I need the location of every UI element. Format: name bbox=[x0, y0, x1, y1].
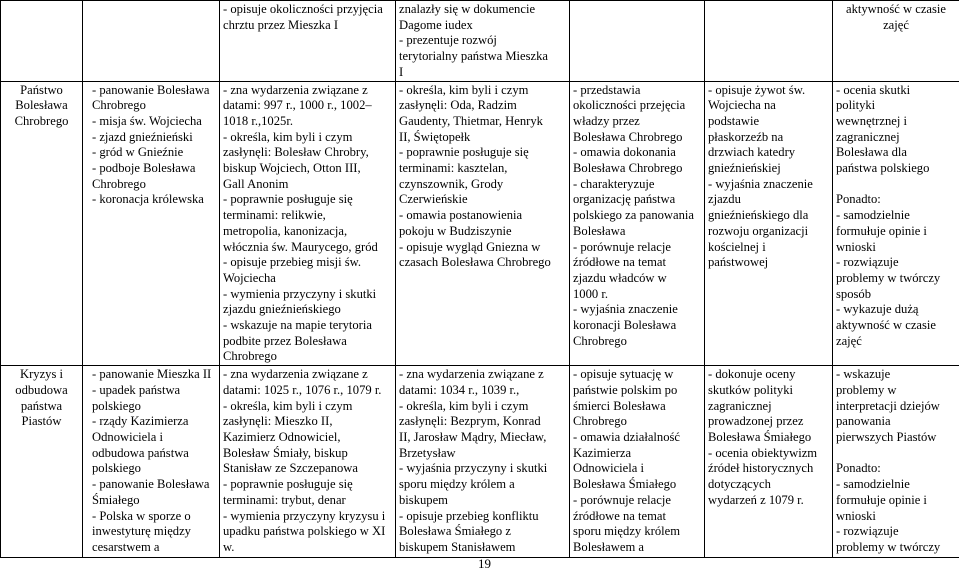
cell-line: polskiego bbox=[92, 461, 141, 476]
page-number: 19 bbox=[478, 556, 491, 571]
cell-requirements-excellent bbox=[833, 81, 959, 366]
table-row bbox=[1, 81, 959, 366]
cell-line: Kryzys i bbox=[19, 367, 64, 382]
cell-topic bbox=[1, 366, 83, 558]
cell-line: Bolesław Śmiały, biskup bbox=[223, 445, 348, 460]
cell-line: - samodzielnie bbox=[836, 208, 910, 223]
cell-line: problemy w twórczy bbox=[836, 539, 941, 554]
cell-line: formułuje opinie i bbox=[836, 223, 927, 238]
cell-line: - opisuje wygląd Gniezna w bbox=[399, 239, 541, 254]
cell-line: zjazdu gnieźnieńskiego bbox=[223, 302, 341, 317]
cell-line: państwie polskim po bbox=[573, 382, 678, 397]
cell-line: Bolesława bbox=[15, 98, 68, 113]
cell-line: - panowanie Bolesława bbox=[92, 477, 210, 492]
cell-requirements-basic bbox=[220, 366, 396, 558]
cell-content bbox=[83, 1, 220, 82]
cell-line: Ponadto: bbox=[836, 461, 881, 476]
cell-line: sporu między królem bbox=[573, 524, 681, 539]
cell-line: biskupem bbox=[399, 492, 448, 507]
cell-line: I bbox=[399, 64, 404, 79]
table-row-continuation bbox=[1, 1, 959, 82]
cell-line: - określa, kim byli i czym bbox=[223, 129, 353, 144]
cell-line: Gall Anonim bbox=[223, 176, 289, 191]
cell-line: zasłynęli: Mieszko II, bbox=[223, 414, 333, 429]
cell-line: okoliczności przejęcia bbox=[573, 98, 686, 113]
cell-line: Śmiałego bbox=[92, 492, 140, 507]
cell-line: metropolia, kanonizacja, bbox=[223, 223, 348, 238]
cell-line: źródłowe na temat bbox=[573, 508, 667, 523]
cell-line: chrztu przez Mieszka I bbox=[223, 17, 339, 32]
cell-line: Wojciecha na bbox=[708, 98, 776, 113]
cell-line: - panowanie Bolesława bbox=[92, 82, 210, 97]
cell-requirements-extended bbox=[396, 1, 570, 82]
cell-line: biskup Wojciech, Otton III, bbox=[223, 161, 361, 176]
cell-line: rozwoju organizacji bbox=[708, 223, 809, 238]
table-row bbox=[1, 366, 959, 558]
cell-line: - dokonuje oceny bbox=[708, 367, 796, 382]
cell-line: Wojciecha bbox=[223, 270, 276, 285]
cell-line: sposób bbox=[836, 286, 871, 301]
cell-line: państwa bbox=[20, 398, 63, 413]
cell-line: sporu między królem a bbox=[399, 477, 515, 492]
cell-line: Dagome iudex bbox=[399, 17, 473, 32]
cell-line: - Polska w sporze o bbox=[92, 508, 191, 523]
cell-line: państwowej bbox=[708, 255, 769, 270]
cell-line: zasłynęli: Bezprym, Konrad bbox=[399, 414, 541, 429]
cell-line: śmierci Bolesława bbox=[573, 398, 666, 413]
cell-line: koronacji Bolesława bbox=[573, 318, 677, 333]
cell-line: czynszownik, Grody bbox=[399, 176, 504, 191]
cell-line: odbudowa państwa bbox=[92, 445, 189, 460]
cell-line: Kazimierza bbox=[573, 445, 632, 460]
cell-line: datami: 997 r., 1000 r., 1002– bbox=[223, 98, 372, 113]
cell-line: - gród w Gnieźnie bbox=[92, 145, 184, 160]
cell-line: - panowanie Mieszka II bbox=[92, 367, 212, 382]
cell-line: Stanisław ze Szczepanowa bbox=[223, 461, 358, 476]
cell-line: źródłowe na temat bbox=[573, 255, 667, 270]
cell-line: - rządy Kazimierza bbox=[92, 414, 189, 429]
cell-line: terminami: kasztelan, bbox=[399, 161, 508, 176]
cell-line: terminami: trybut, denar bbox=[223, 492, 346, 507]
cell-line: Chrobrego bbox=[92, 98, 146, 113]
cell-line: źródeł historycznych bbox=[708, 461, 814, 476]
cell-line: - wskazuje bbox=[836, 367, 891, 382]
cell-line: Ponadto: bbox=[836, 192, 881, 207]
cell-line: pokoju w Budziszynie bbox=[399, 223, 512, 238]
cell-line: upadku państwa polskiego w XI bbox=[223, 524, 386, 539]
cell-line: aktywność w czasie bbox=[845, 2, 946, 16]
cell-line: II, Jarosław Mądry, Miecław, bbox=[399, 429, 547, 444]
cell-line: władzy przez bbox=[573, 113, 640, 128]
cell-line: Bolesława Śmiałego bbox=[573, 477, 677, 492]
cell-line: - samodzielnie bbox=[836, 477, 910, 492]
cell-line: zagranicznej bbox=[836, 129, 900, 144]
cell-line: Czerwieńskie bbox=[399, 192, 468, 207]
cell-line: odbudowa bbox=[15, 382, 68, 397]
cell-line: - omawia działalność bbox=[573, 429, 681, 444]
cell-line: Chrobrego bbox=[573, 414, 627, 429]
cell-line: - zna wydarzenia związane z bbox=[399, 367, 544, 382]
cell-content bbox=[83, 81, 220, 366]
cell-line: - porównuje relacje bbox=[573, 492, 671, 507]
cell-line: - omawia postanowienia bbox=[399, 208, 523, 223]
cell-line: - rozwiązuje bbox=[836, 255, 899, 270]
cell-line: - porównuje relacje bbox=[573, 239, 671, 254]
cell-requirements-excellent bbox=[833, 366, 959, 558]
cell-requirements-full bbox=[705, 366, 833, 558]
cell-line: - ocenia skutki bbox=[836, 82, 911, 97]
cell-line: drzwiach katedry bbox=[708, 145, 796, 160]
cell-requirements-advanced bbox=[570, 366, 705, 558]
cell-line: zasłynęli: Bolesław Chrobry, bbox=[223, 145, 369, 160]
cell-line: Chrobrego bbox=[14, 113, 69, 128]
cell-line: - zjazd gnieźnieński bbox=[92, 129, 193, 144]
cell-line: - określa, kim byli i czym bbox=[399, 82, 529, 97]
cell-line: zajęć bbox=[836, 333, 862, 348]
cell-line: Chrobrego bbox=[92, 176, 146, 191]
cell-line: - poprawnie posługuje się bbox=[399, 145, 529, 160]
cell-requirements-advanced bbox=[570, 81, 705, 366]
cell-line: Bolesława dla bbox=[836, 145, 907, 160]
cell-line: Odnowiciela i bbox=[573, 461, 644, 476]
cell-line: skutków polityki bbox=[708, 382, 794, 397]
cell-line: wydarzeń z 1079 r. bbox=[708, 492, 804, 507]
cell-line: znalazły się w dokumencie bbox=[399, 2, 536, 16]
cell-line: wewnętrznej i bbox=[836, 113, 907, 128]
cell-line: Bolesława Śmiałego z bbox=[399, 524, 511, 539]
cell-line: Bolesława Chrobrego bbox=[573, 129, 683, 144]
cell-topic bbox=[1, 81, 83, 366]
cell-line: - prezentuje rozwój bbox=[399, 33, 497, 48]
cell-line: terytorialny państwa Mieszka bbox=[399, 49, 548, 64]
cell-line: - określa, kim byli i czym bbox=[223, 398, 353, 413]
cell-line: 1018 r.,1025r. bbox=[223, 113, 293, 128]
cell-line: II, Świętopełk bbox=[399, 129, 471, 144]
cell-line: włócznia św. Maurycego, gród bbox=[223, 239, 378, 254]
cell-line: - opisuje żywot św. bbox=[708, 82, 806, 97]
cell-line: aktywność w czasie bbox=[836, 318, 937, 333]
cell-line: - koronacja królewska bbox=[92, 192, 204, 207]
cell-line: - ocenia obiektywizm bbox=[708, 445, 818, 460]
cell-line: - opisuje sytuację w bbox=[573, 367, 674, 382]
cell-requirements-basic bbox=[220, 1, 396, 82]
cell-requirements-excellent bbox=[833, 1, 959, 82]
cell-line: - rozwiązuje bbox=[836, 524, 899, 539]
cell-requirements-full bbox=[705, 81, 833, 366]
cell-requirements-full bbox=[705, 1, 833, 82]
cell-line: inwestyturę między bbox=[92, 524, 191, 539]
cell-line: Bolesława bbox=[573, 223, 626, 238]
cell-line: - przedstawia bbox=[573, 82, 641, 97]
cell-line: - podboje Bolesława bbox=[92, 161, 196, 176]
cell-line: datami: 1034 r., 1039 r., bbox=[399, 382, 520, 397]
cell-line: - poprawnie posługuje się bbox=[223, 477, 353, 492]
cell-line: - wymienia przyczyny kryzysu i bbox=[223, 508, 386, 523]
cell-line: - wykazuje dużą bbox=[836, 302, 919, 317]
cell-line: - wyjaśnia przyczyny i skutki bbox=[399, 461, 548, 476]
cell-line: Piastów bbox=[21, 414, 62, 429]
cell-line: problemy w twórczy bbox=[836, 270, 941, 285]
cell-line: wnioski bbox=[836, 508, 876, 523]
cell-line: wnioski bbox=[836, 239, 876, 254]
cell-line: organizację państwa bbox=[573, 192, 676, 207]
cell-topic bbox=[1, 1, 83, 82]
cell-content bbox=[83, 366, 220, 558]
cell-line: polskiego za panowania bbox=[573, 208, 694, 223]
cell-line: Chrobrego bbox=[573, 333, 627, 348]
cell-requirements-basic bbox=[220, 81, 396, 366]
cell-line: - upadek państwa bbox=[92, 382, 181, 397]
cell-line: podstawie bbox=[708, 113, 760, 128]
cell-line: dotyczących bbox=[708, 477, 771, 492]
cell-line: - omawia dokonania bbox=[573, 145, 676, 160]
cell-requirements-advanced bbox=[570, 1, 705, 82]
cell-line: gnieźnieńskiego dla bbox=[708, 208, 809, 223]
cell-line: 1000 r. bbox=[573, 286, 608, 301]
cell-line: datami: 1025 r., 1076 r., 1079 r. bbox=[223, 382, 382, 397]
cell-line: - opisuje okoliczności przyjęcia bbox=[223, 2, 383, 16]
cell-line bbox=[836, 177, 956, 193]
cell-line: - wyjaśnia znaczenie bbox=[573, 302, 678, 317]
cell-line bbox=[836, 446, 956, 462]
cell-line: terminami: relikwie, bbox=[223, 208, 326, 223]
cell-line: płaskorzeźb na bbox=[708, 129, 784, 144]
cell-line: Gaudenty, Thietmar, Henryk bbox=[399, 113, 543, 128]
cell-line: - wymienia przyczyny i skutki bbox=[223, 286, 377, 301]
cell-line: biskupem Stanisławem bbox=[399, 539, 516, 554]
cell-line: Bolesławem a bbox=[573, 539, 644, 554]
cell-line: interpretacji dziejów bbox=[836, 398, 940, 413]
cell-line: formułuje opinie i bbox=[836, 492, 927, 507]
cell-line: problemy w bbox=[836, 382, 897, 397]
cell-line: cesarstwem a bbox=[92, 539, 160, 554]
cell-line: Odnowiciela i bbox=[92, 429, 163, 444]
cell-line: - opisuje przebieg misji św. bbox=[223, 255, 362, 270]
cell-line: kościelnej i bbox=[708, 239, 766, 254]
cell-line: Bolesława Śmiałego bbox=[708, 429, 812, 444]
cell-line: - misja św. Wojciecha bbox=[92, 113, 202, 128]
cell-line: zajęć bbox=[883, 17, 909, 32]
cell-line: czasach Bolesława Chrobrego bbox=[399, 255, 551, 270]
cell-line: państwa polskiego bbox=[836, 161, 930, 176]
cell-line: - zna wydarzenia związane z bbox=[223, 367, 368, 382]
cell-line: - wskazuje na mapie terytoria bbox=[223, 318, 372, 333]
cell-requirements-extended bbox=[396, 366, 570, 558]
cell-line: - określa, kim byli i czym bbox=[399, 398, 529, 413]
cell-line: zagranicznej bbox=[708, 398, 772, 413]
cell-line: zjazdu władców w bbox=[573, 270, 667, 285]
cell-line: Państwo bbox=[20, 82, 63, 97]
cell-line: polskiego bbox=[92, 398, 141, 413]
cell-line: - opisuje przebieg konfliktu bbox=[399, 508, 539, 523]
cell-line: polityki bbox=[836, 98, 876, 113]
cell-line: - poprawnie posługuje się bbox=[223, 192, 353, 207]
cell-line: zasłynęli: Oda, Radzim bbox=[399, 98, 517, 113]
cell-line: podbite przez Bolesława bbox=[223, 333, 347, 348]
cell-line: - zna wydarzenia związane z bbox=[223, 82, 368, 97]
cell-line: Chrobrego bbox=[223, 349, 277, 364]
cell-line: gnieźnieńskiej bbox=[708, 161, 781, 176]
cell-line: pierwszych Piastów bbox=[836, 429, 937, 444]
cell-requirements-extended bbox=[396, 81, 570, 366]
cell-line: Bolesława Chrobrego bbox=[573, 161, 683, 176]
cell-line: - charakteryzuje bbox=[573, 176, 655, 191]
cell-line: w. bbox=[223, 539, 235, 554]
cell-line: - wyjaśnia znaczenie bbox=[708, 176, 813, 191]
cell-line: Kazimierz Odnowiciel, bbox=[223, 429, 341, 444]
cell-line: prowadzonej przez bbox=[708, 414, 804, 429]
cell-line: zjazdu bbox=[708, 192, 741, 207]
cell-line: Brzetysław bbox=[399, 445, 456, 460]
cell-line: panowania bbox=[836, 414, 891, 429]
